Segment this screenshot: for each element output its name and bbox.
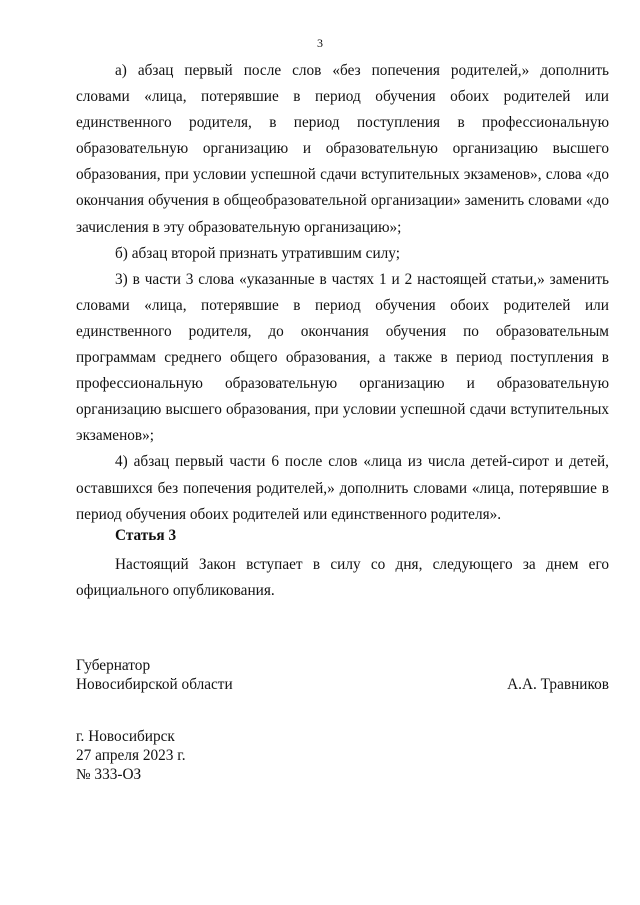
signature-block bbox=[76, 656, 609, 694]
signatory-title-line1: Губернатор bbox=[76, 657, 151, 674]
page-number: 3 bbox=[317, 36, 323, 50]
amendments-text bbox=[76, 58, 609, 528]
city: г. Новосибирск bbox=[76, 728, 175, 745]
paragraph-4: 4) абзац первый части 6 после слов «лица из числа детей-сирот и детей, оставшихся без попечения родителей,» дополнить словами «лица, потерявшие в период обучения обоих родителей или единственного родителя». bbox=[76, 453, 609, 523]
date: 27 апреля 2023 г. bbox=[76, 747, 186, 764]
paragraph-a: а) абзац первый после слов «без попечения родителей,» дополнить словами «лица, потерявшие в период обучения обоих родителей или единственного родителя, в период поступления в профессиональную образовательную организацию и образовательную организацию высшего образования, при условии успешной сдачи вступительных экзаменов», слова «до окончания обучения в общеобразовательной организации» заменить словами «до зачисления в эту образовательную организацию»; bbox=[76, 62, 609, 236]
signatory-title-line2: Новосибирской области bbox=[76, 676, 233, 693]
article-heading: Статья 3 bbox=[115, 527, 177, 544]
article-text: Настоящий Закон вступает в силу со дня, следующего за днем его официального опубликования. bbox=[76, 556, 609, 600]
place-date-block bbox=[76, 727, 186, 784]
law-number: № 333-ОЗ bbox=[76, 766, 142, 783]
paragraph-3: 3) в части 3 слова «указанные в частях 1 и 2 настоящей статьи,» заменить словами «лица, потерявшие в период обучения обоих родителей или единственного родителя, до окончания обучения по образовательным программам среднего общего образования, а также в период поступления в профессиональную образовательную организацию и образовательную организацию высшего образования, при условии успешной сдачи вступительных экзаменов»; bbox=[76, 270, 609, 445]
article-body bbox=[76, 552, 609, 604]
signatory-name: А.А. Травников bbox=[507, 676, 609, 693]
paragraph-b: б) абзац второй признать утратившим силу; bbox=[115, 244, 400, 262]
